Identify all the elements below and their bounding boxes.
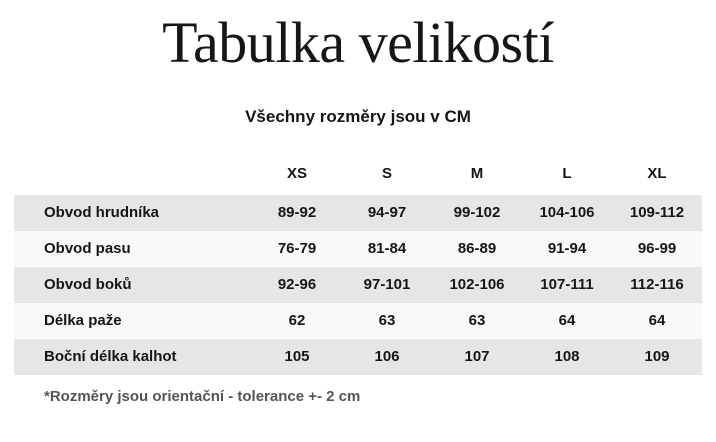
page-root — [0, 10, 716, 442]
row-label: Obvod hrudníka — [44, 204, 160, 222]
cell-value: 112-116 — [630, 276, 684, 294]
table-row — [14, 303, 702, 339]
cell-value: 63 — [468, 312, 486, 330]
row-label: Obvod pasu — [44, 240, 131, 258]
cell-value: 107 — [464, 348, 490, 366]
table-row — [14, 195, 702, 231]
cell-value: 86-89 — [457, 240, 497, 258]
column-header-xs: XS — [252, 153, 342, 195]
cell-value: 102-106 — [449, 276, 505, 294]
cell-value: 108 — [554, 348, 580, 366]
row-label: Boční délka kalhot — [44, 348, 177, 366]
cell-value: 99-102 — [453, 204, 501, 222]
cell-value: 97-101 — [363, 276, 411, 294]
cell-value: 109-112 — [629, 204, 685, 222]
table-row — [14, 231, 702, 267]
row-label: Délka paže — [44, 312, 122, 330]
cell-value: 76-79 — [277, 240, 317, 258]
cell-value: 89-92 — [277, 204, 317, 222]
table-row — [14, 267, 702, 303]
cell-value: 96-99 — [637, 240, 677, 258]
column-header-xl: XL — [612, 153, 702, 195]
cell-value: 105 — [284, 348, 310, 366]
size-table-header — [14, 153, 702, 195]
cell-value: 104-106 — [539, 204, 595, 222]
size-table — [14, 153, 702, 375]
cell-value: 91-94 — [547, 240, 587, 258]
table-row — [14, 339, 702, 375]
cell-value: 107-111 — [540, 276, 594, 294]
cell-value: 64 — [558, 312, 576, 330]
cell-value: 63 — [378, 312, 396, 330]
corner-cell — [14, 153, 252, 195]
tolerance-footnote: *Rozměry jsou orientační - tolerance +- 2 cm — [44, 387, 361, 405]
cell-value: 92-96 — [277, 276, 317, 294]
cell-value: 109 — [644, 348, 670, 366]
page-title: Tabulka velikostí — [162, 10, 554, 75]
cell-value: 81-84 — [367, 240, 407, 258]
column-header-l: L — [522, 153, 612, 195]
cell-value: 62 — [288, 312, 306, 330]
column-header-m: M — [432, 153, 522, 195]
row-label: Obvod boků — [44, 276, 132, 294]
cell-value: 106 — [374, 348, 400, 366]
cell-value: 94-97 — [367, 204, 407, 222]
page-subtitle: Všechny rozměry jsou v CM — [245, 106, 471, 126]
header-row — [14, 153, 702, 195]
column-header-s: S — [342, 153, 432, 195]
size-table-body — [14, 195, 702, 375]
cell-value: 64 — [648, 312, 666, 330]
